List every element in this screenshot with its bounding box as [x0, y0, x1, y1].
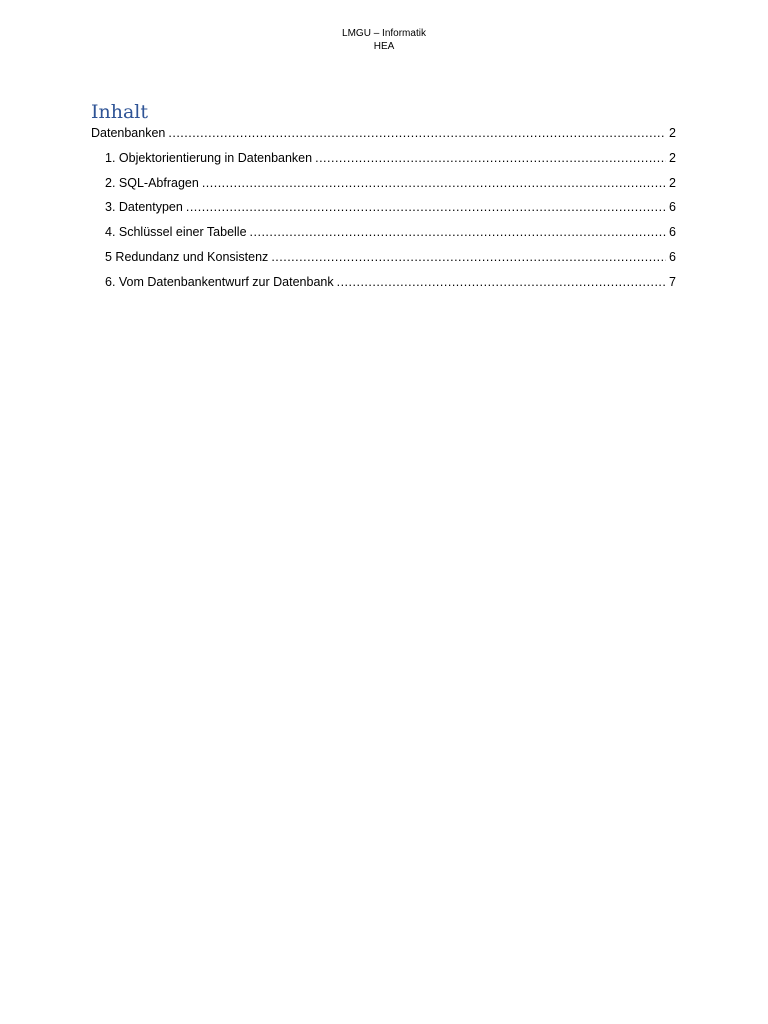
toc-entry-datenbanken[interactable]	[91, 124, 676, 142]
toc-entry-schluessel[interactable]	[91, 223, 676, 241]
toc-dot-leader	[271, 248, 666, 266]
header-line-author: HEA	[373, 41, 395, 52]
toc-entry-redundanz[interactable]	[91, 248, 676, 266]
toc-entry-page: 7	[669, 274, 676, 289]
toc-entry-objektorientierung[interactable]	[91, 149, 676, 167]
toc-dot-leader	[168, 124, 666, 142]
page-header	[0, 27, 768, 53]
toc-entry-label: 5 Redundanz und Konsistenz	[105, 249, 269, 264]
toc-entry-sql-abfragen[interactable]	[91, 174, 676, 192]
toc-dot-leader	[202, 174, 666, 192]
toc-title: Inhalt	[91, 101, 149, 123]
toc-entry-page: 6	[669, 249, 676, 264]
toc-dot-leader	[250, 223, 667, 241]
toc-entry-page: 2	[669, 126, 676, 140]
toc-dot-leader	[337, 273, 666, 291]
table-of-contents	[91, 124, 676, 298]
toc-entry-page: 6	[669, 225, 676, 240]
toc-entry-page: 2	[669, 150, 676, 165]
toc-entry-datenbankentwurf[interactable]	[91, 273, 676, 291]
toc-entry-datentypen[interactable]	[91, 198, 676, 216]
toc-entry-page: 2	[669, 175, 676, 190]
toc-entry-label: 3. Datentypen	[105, 200, 183, 215]
toc-entry-label: 2. SQL-Abfragen	[105, 175, 199, 190]
toc-dot-leader	[186, 198, 666, 216]
toc-entry-page: 6	[669, 200, 676, 215]
toc-entry-label: 4. Schlüssel einer Tabelle	[105, 225, 247, 240]
toc-entry-label: Datenbanken	[91, 126, 166, 140]
header-line-course: LMGU – Informatik	[342, 28, 426, 39]
toc-dot-leader	[315, 149, 666, 167]
toc-entry-label: 1. Objektorientierung in Datenbanken	[105, 150, 313, 165]
toc-entry-label: 6. Vom Datenbankentwurf zur Datenbank	[105, 274, 334, 289]
